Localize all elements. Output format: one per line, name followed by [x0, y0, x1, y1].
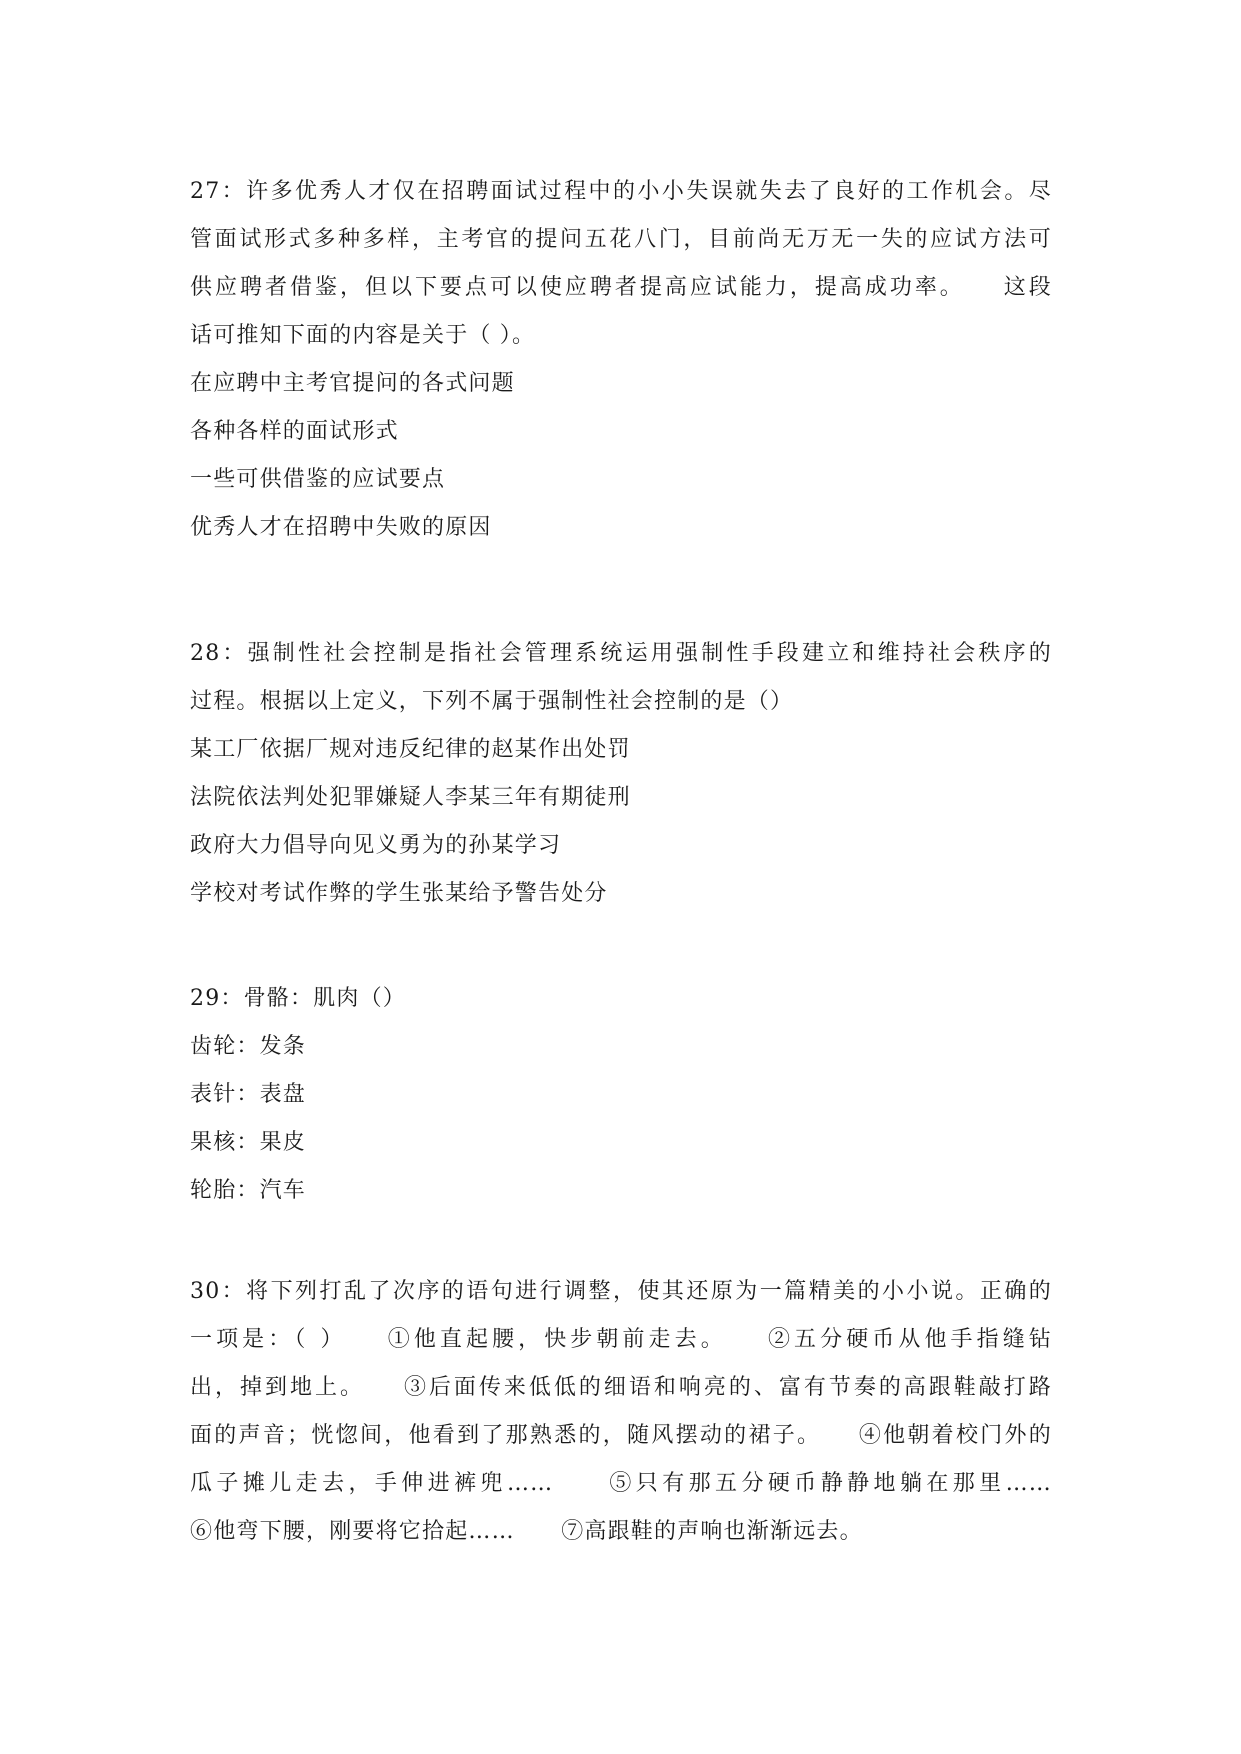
stem-line: 面的声音；恍惚间，他看到了那熟悉的，随风摆动的裙子。 ④他朝着校门外的 [190, 1423, 1052, 1448]
option-d: 轮胎：汽车 [190, 1178, 307, 1203]
option-a: 齿轮：发条 [190, 1034, 307, 1059]
stem-line: 过程。根据以上定义，下列不属于强制性社会控制的是（） [190, 689, 794, 714]
question-stem [190, 168, 1052, 360]
stem-line: 瓜子摊儿走去，手伸进裤兜…… ⑤只有那五分硬币静静地躺在那里…… [190, 1471, 1052, 1496]
question-28 [190, 630, 1052, 918]
option-c: 政府大力倡导向见义勇为的孙某学习 [190, 833, 562, 858]
stem-line: 27：许多优秀人才仅在招聘面试过程中的小小失误就失去了良好的工作机会。尽 [190, 179, 1052, 204]
option-c: 一些可供借鉴的应试要点 [190, 467, 446, 492]
stem-line: 供应聘者借鉴，但以下要点可以使应聘者提高应试能力，提高成功率。 这段 [190, 275, 1052, 300]
stem-line: 29：骨骼：肌肉（） [190, 986, 406, 1011]
question-stem [190, 975, 1052, 1023]
option-b: 表针：表盘 [190, 1082, 307, 1107]
option-d: 学校对考试作弊的学生张某给予警告处分 [190, 881, 608, 906]
question-27 [190, 168, 1052, 552]
stem-line: 管面试形式多种多样，主考官的提问五花八门，目前尚无万无一失的应试方法可 [190, 227, 1052, 252]
question-stem [190, 1268, 1052, 1556]
option-b: 各种各样的面试形式 [190, 419, 399, 444]
option-d: 优秀人才在招聘中失败的原因 [190, 515, 492, 540]
option-a: 在应聘中主考官提问的各式问题 [190, 371, 515, 396]
question-30 [190, 1268, 1052, 1556]
option-c: 果核：果皮 [190, 1130, 307, 1155]
stem-line: 30：将下列打乱了次序的语句进行调整，使其还原为一篇精美的小小说。正确的 [190, 1279, 1052, 1304]
stem-line: 出，掉到地上。 ③后面传来低低的细语和响亮的、富有节奏的高跟鞋敲打路 [190, 1375, 1052, 1400]
option-b: 法院依法判处犯罪嫌疑人李某三年有期徒刑 [190, 785, 631, 810]
question-stem [190, 630, 1052, 726]
stem-line: 28：强制性社会控制是指社会管理系统运用强制性手段建立和维持社会秩序的 [190, 641, 1052, 666]
option-a: 某工厂依据厂规对违反纪律的赵某作出处罚 [190, 737, 631, 762]
stem-line: ⑥他弯下腰，刚要将它拾起…… ⑦高跟鞋的声响也渐渐远去。 [190, 1519, 863, 1544]
question-29 [190, 975, 1052, 1215]
stem-line: 话可推知下面的内容是关于（ ）。 [190, 323, 536, 348]
stem-line: 一项是：（ ） ①他直起腰，快步朝前走去。 ②五分硬币从他手指缝钻 [190, 1327, 1052, 1352]
